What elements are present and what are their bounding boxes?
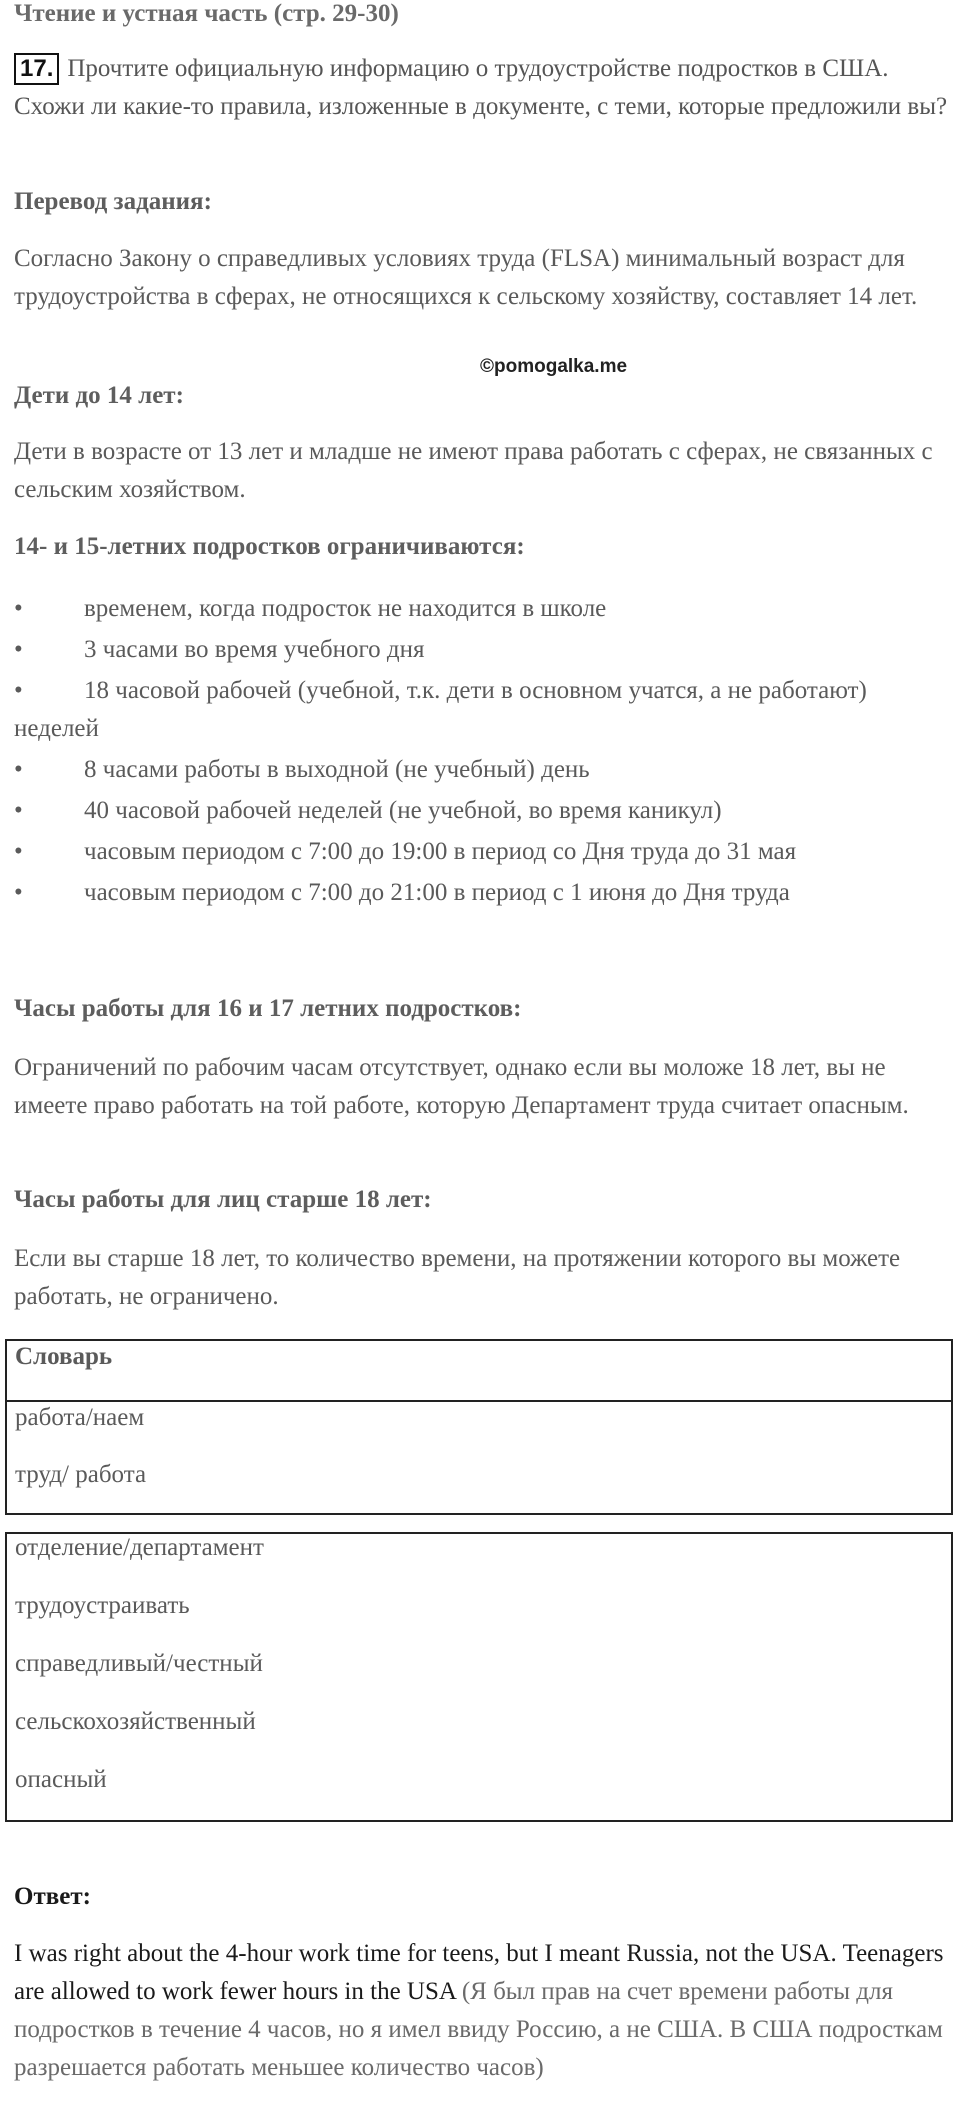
vocab-item: трудоустраивать bbox=[15, 1592, 190, 1619]
answer-english: I was right about the 4-hour work time for teens, but I meant Russia, not the USA. Teenagers are allowed to work fewer hours in the USA bbox=[14, 1940, 944, 2005]
hours-18-heading: Часы работы для лиц старше 18 лет: bbox=[14, 1186, 432, 1213]
bullet-icon: • bbox=[14, 595, 23, 622]
vocabulary-box-2 bbox=[5, 1532, 953, 1822]
vocab-item: сельскохозяйственный bbox=[15, 1708, 256, 1735]
divider bbox=[7, 1400, 951, 1402]
hours-16-17-heading: Часы работы для 16 и 17 летних подростков: bbox=[14, 995, 522, 1022]
translation-heading: Перевод задания: bbox=[14, 188, 212, 215]
answer-heading: Ответ: bbox=[14, 1883, 91, 1910]
vocabulary-box bbox=[5, 1339, 953, 1515]
list-item: • 3 часами во время учебного дня bbox=[14, 631, 954, 669]
list-item: • часовым периодом с 7:00 до 19:00 в период со Дня труда до 31 мая bbox=[14, 833, 954, 871]
list-item: • временем, когда подросток не находится в школе bbox=[14, 590, 954, 628]
bullet-icon: • bbox=[14, 838, 23, 865]
translation-text: Согласно Закону о справедливых условиях труда (FLSA) минимальный возраст для трудоустройства в сферах, не относящихся к сельскому хозяйству, составляет 14 лет. bbox=[14, 245, 918, 310]
watermark: ©pomogalka.me bbox=[480, 356, 628, 377]
vocab-item: справедливый/честный bbox=[15, 1650, 263, 1677]
bullet-icon: • bbox=[14, 797, 23, 824]
page-title: Чтение и устная часть (стр. 29-30) bbox=[14, 0, 399, 27]
restrictions-list bbox=[14, 590, 954, 915]
task-text: Прочтите официальную информацию о трудоустройстве подростков в США. Схожи ли какие-то правила, изложенные в документе, с теми, которые предложили вы? bbox=[14, 55, 948, 120]
bullet-icon: • bbox=[14, 879, 23, 906]
task-number: 17. bbox=[14, 53, 59, 85]
vocab-item: опасный bbox=[15, 1766, 107, 1793]
list-item: • 40 часовой рабочей неделей (не учебной, во время каникул) bbox=[14, 792, 954, 830]
under14-text: Дети в возрасте от 13 лет и младше не имеют права работать с сферах, не связанных с сельским хозяйством. bbox=[14, 438, 933, 503]
bullet-icon: • bbox=[14, 677, 23, 704]
vocab-item: отделение/департамент bbox=[15, 1534, 264, 1561]
teens-heading: 14- и 15-летних подростков ограничиваются: bbox=[14, 533, 525, 560]
list-item: • часовым периодом с 7:00 до 21:00 в период с 1 июня до Дня труда bbox=[14, 874, 954, 912]
bullet-icon: • bbox=[14, 636, 23, 663]
bullet-icon: • bbox=[14, 756, 23, 783]
hours-18-text: Если вы старше 18 лет, то количество времени, на протяжении которого вы можете работать, не ограничено. bbox=[14, 1245, 901, 1310]
answer-russian: (Я был прав на счет времени работы для подростков в течение 4 часов, но я имел ввиду Россию, а не США. В США подросткам разрешается работать меньшее количество часов) bbox=[14, 1978, 943, 2081]
under14-heading: Дети до 14 лет: bbox=[14, 382, 184, 409]
list-item: • 8 часами работы в выходной (не учебный) день bbox=[14, 751, 954, 789]
task-statement bbox=[14, 50, 954, 126]
answer-text bbox=[14, 1935, 954, 2087]
list-item: • 18 часовой рабочей (учебной, т.к. дети в основном учатся, а не работают) неделей bbox=[14, 672, 954, 748]
hours-16-17-text: Ограничений по рабочим часам отсутствует, однако если вы моложе 18 лет, вы не имеете право работать на той работе, которую Департамент труда считает опасным. bbox=[14, 1054, 909, 1119]
vocab-item: труд/ работа bbox=[15, 1461, 147, 1488]
vocabulary-heading: Словарь bbox=[15, 1343, 113, 1370]
vocab-item: работа/наем bbox=[15, 1404, 145, 1431]
